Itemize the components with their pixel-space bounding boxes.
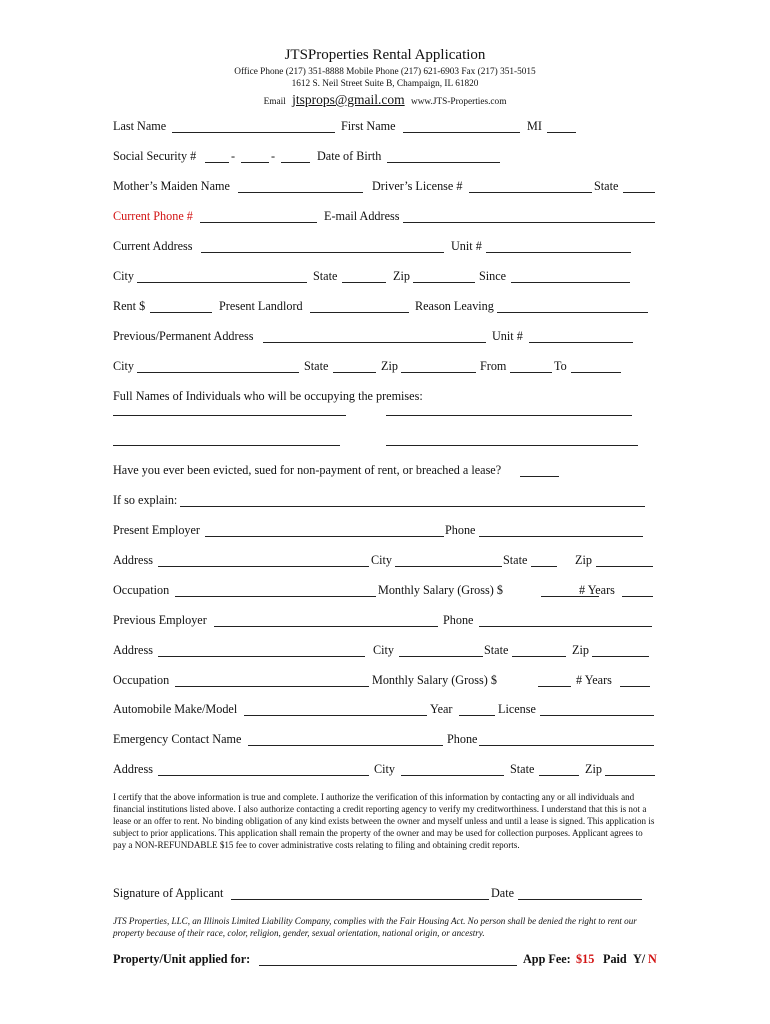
- last-name-field[interactable]: [172, 119, 335, 133]
- present-employer-phone-field[interactable]: [479, 523, 643, 537]
- since-field[interactable]: [511, 269, 630, 283]
- row-signature: [113, 886, 658, 904]
- row-prev-employer-address: [113, 643, 658, 661]
- row-evicted: [113, 463, 658, 481]
- app-fee-amount: $15: [576, 952, 595, 966]
- row-occupation: [113, 583, 658, 601]
- occupation-field[interactable]: [175, 583, 376, 597]
- from-field[interactable]: [510, 359, 552, 373]
- reason-leaving-label: Reason Leaving: [415, 299, 494, 313]
- prev-years-field[interactable]: [620, 673, 650, 687]
- prev-years-label: # Years: [576, 673, 612, 687]
- current-phone-label: Current Phone #: [113, 209, 193, 223]
- state-field[interactable]: [342, 269, 386, 283]
- emergency-city-label: City: [374, 762, 395, 776]
- office-phones: Office Phone (217) 351-8888 Mobile Phone (217) 621-6903 Fax (217) 351-5015: [234, 67, 536, 77]
- automobile-field[interactable]: [244, 702, 427, 716]
- emergency-phone-label: Phone: [447, 732, 478, 746]
- zip-field[interactable]: [413, 269, 475, 283]
- city-label: City: [113, 269, 134, 283]
- emergency-contact-field[interactable]: [248, 732, 443, 746]
- dl-state-label: State: [594, 179, 619, 193]
- mi-field[interactable]: [547, 119, 576, 133]
- present-landlord-label: Present Landlord: [219, 299, 303, 313]
- dob-label: Date of Birth: [317, 149, 382, 163]
- row-previous-address: [113, 329, 658, 347]
- present-employer-phone-label: Phone: [445, 523, 476, 537]
- date-label: Date: [491, 886, 515, 900]
- auto-year-field[interactable]: [459, 702, 495, 716]
- certification-text: I certify that the above information is true and complete. I authorize the verification of this information by contacting any or all individuals and financial institutions listed above. I also authorize contacting a credit reporting agency to verify my creditworthiness. I understand that this is not a lease or an offer to rent. No binding obligation of any kind exists between the owner and myself unless and until a lease is signed. This application is subject to prior applications. This application shall remain the property of the owner and may be used for collection purposes. Applicant agrees to pay a NON-REFUNDABLE $15 fee to cover administrative costs relating to filing and obtaining credit reports.: [113, 792, 655, 850]
- first-name-field[interactable]: [403, 119, 520, 133]
- first-name-label: First Name: [341, 119, 396, 133]
- to-label: To: [554, 359, 567, 373]
- signature-field[interactable]: [231, 886, 489, 900]
- prev-occupation-label: Occupation: [113, 673, 170, 687]
- ssn-dash-1: -: [231, 149, 236, 163]
- ssn-part1-field[interactable]: [205, 149, 229, 163]
- current-address-field[interactable]: [201, 239, 444, 253]
- date-field[interactable]: [518, 886, 642, 900]
- row-ssn: [113, 149, 658, 167]
- previous-employer-phone-label: Phone: [443, 613, 474, 627]
- ssn-label: Social Security #: [113, 149, 197, 163]
- prev-employer-zip-field[interactable]: [592, 643, 649, 657]
- prev-employer-city-label: City: [373, 643, 394, 657]
- unit-field[interactable]: [486, 239, 631, 253]
- row-previous-city: [113, 359, 658, 377]
- ssn-part3-field[interactable]: [281, 149, 310, 163]
- drivers-license-field[interactable]: [469, 179, 592, 193]
- employer-state-label: State: [503, 553, 528, 567]
- reason-leaving-field[interactable]: [497, 299, 648, 313]
- prev-employer-state-field[interactable]: [512, 643, 566, 657]
- prev-employer-address-field[interactable]: [158, 643, 365, 657]
- previous-unit-field[interactable]: [529, 329, 633, 343]
- emergency-phone-field[interactable]: [479, 732, 654, 746]
- prev-employer-zip-label: Zip: [572, 643, 589, 657]
- ssn-dash-2: -: [271, 149, 276, 163]
- row-present-employer: [113, 523, 658, 541]
- prev-employer-address-label: Address: [113, 643, 153, 657]
- email-address-field[interactable]: [403, 209, 655, 223]
- fair-housing-notice: JTS Properties, LLC, an Illinois Limited Liability Company, complies with the Fair Housing Act. No person shall be denied the right to rent our property because of their race, color, religion, gender, sexual orientation, national origin, or ancestry.: [113, 916, 637, 938]
- property-unit-field[interactable]: [259, 952, 517, 966]
- row-rent: [113, 299, 658, 317]
- email-line: [0, 92, 770, 108]
- emergency-address-label: Address: [113, 762, 153, 776]
- years-field[interactable]: [622, 583, 653, 597]
- email-address-label: E-mail Address: [324, 209, 400, 223]
- row-prev-occupation: [113, 673, 658, 691]
- employer-city-field[interactable]: [395, 553, 502, 567]
- previous-address-field[interactable]: [263, 329, 486, 343]
- office-address: 1612 S. Neil Street Suite B, Champaign, IL 61820: [291, 79, 479, 89]
- drivers-license-label: Driver’s License #: [372, 179, 463, 193]
- occupant-2-field[interactable]: [386, 402, 632, 416]
- row-emergency-contact: [113, 732, 658, 750]
- auto-license-label: License: [498, 702, 536, 716]
- employer-zip-field[interactable]: [596, 553, 653, 567]
- app-fee-label: App Fee:: [523, 952, 571, 966]
- auto-year-label: Year: [430, 702, 453, 716]
- previous-zip-label: Zip: [381, 359, 398, 373]
- prev-employer-city-field[interactable]: [399, 643, 483, 657]
- ssn-part2-field[interactable]: [241, 149, 269, 163]
- emergency-address-field[interactable]: [158, 762, 369, 776]
- emergency-state-field[interactable]: [539, 762, 579, 776]
- prev-employer-state-label: State: [484, 643, 509, 657]
- maiden-name-label: Mother’s Maiden Name: [113, 179, 230, 193]
- row-name: [113, 119, 658, 137]
- form-title: JTSProperties Rental Application: [284, 47, 486, 63]
- row-occupants-1: [113, 402, 658, 420]
- occupation-label: Occupation: [113, 583, 170, 597]
- occupants-label: Full Names of Individuals who will be occupying the premises:: [113, 389, 423, 403]
- paid-no-option[interactable]: N: [648, 952, 657, 966]
- emergency-state-label: State: [510, 762, 535, 776]
- occupant-4-field[interactable]: [386, 432, 638, 446]
- paid-yes-option[interactable]: Y/: [633, 952, 646, 966]
- row-employer-address: [113, 553, 658, 571]
- evicted-question: Have you ever been evicted, sued for non-payment of rent, or breached a lease?: [113, 463, 502, 477]
- row-maiden: [113, 179, 658, 197]
- dl-state-field[interactable]: [623, 179, 655, 193]
- explain-field[interactable]: [180, 493, 645, 507]
- previous-city-label: City: [113, 359, 134, 373]
- previous-city-field[interactable]: [137, 359, 299, 373]
- previous-employer-phone-field[interactable]: [479, 613, 652, 627]
- city-field[interactable]: [137, 269, 307, 283]
- previous-unit-label: Unit #: [492, 329, 523, 343]
- emergency-zip-label: Zip: [585, 762, 602, 776]
- row-current-address: [113, 239, 658, 257]
- row-current-city: [113, 269, 658, 287]
- row-occupants-2: [113, 432, 658, 450]
- occupant-1-field[interactable]: [113, 402, 346, 416]
- present-landlord-field[interactable]: [310, 299, 409, 313]
- emergency-contact-label: Emergency Contact Name: [113, 732, 242, 746]
- row-emergency-address: [113, 762, 658, 780]
- since-label: Since: [479, 269, 507, 283]
- prev-monthly-salary-field[interactable]: [538, 673, 571, 687]
- row-explain: [113, 493, 658, 511]
- previous-address-label: Previous/Permanent Address: [113, 329, 254, 343]
- email-link[interactable]: jtsprops@gmail.com: [292, 92, 405, 107]
- previous-state-field[interactable]: [333, 359, 376, 373]
- previous-state-label: State: [304, 359, 329, 373]
- present-employer-label: Present Employer: [113, 523, 200, 537]
- previous-employer-field[interactable]: [214, 613, 438, 627]
- row-phone-email: [113, 209, 658, 227]
- maiden-name-field[interactable]: [238, 179, 363, 193]
- row-property-fee: [113, 952, 658, 970]
- evicted-answer-field[interactable]: [520, 463, 559, 477]
- from-label: From: [480, 359, 507, 373]
- unit-label: Unit #: [451, 239, 482, 253]
- monthly-salary-label: Monthly Salary (Gross) $: [378, 583, 503, 597]
- employer-city-label: City: [371, 553, 392, 567]
- to-field[interactable]: [571, 359, 621, 373]
- current-phone-field[interactable]: [200, 209, 317, 223]
- paid-label: Paid: [603, 952, 627, 966]
- prev-monthly-salary-label: Monthly Salary (Gross) $: [372, 673, 497, 687]
- rent-field[interactable]: [150, 299, 212, 313]
- emergency-zip-field[interactable]: [605, 762, 655, 776]
- rent-label: Rent $: [113, 299, 146, 313]
- state-label: State: [313, 269, 338, 283]
- emergency-city-field[interactable]: [401, 762, 504, 776]
- website-text: www.JTS-Properties.com: [410, 97, 507, 107]
- automobile-label: Automobile Make/Model: [113, 702, 238, 716]
- prev-occupation-field[interactable]: [175, 673, 369, 687]
- zip-label: Zip: [393, 269, 410, 283]
- row-automobile: [113, 702, 658, 720]
- dob-field[interactable]: [387, 149, 500, 163]
- employer-address-field[interactable]: [158, 553, 369, 567]
- explain-label: If so explain:: [113, 493, 178, 507]
- employer-zip-label: Zip: [575, 553, 592, 567]
- employer-state-field[interactable]: [531, 553, 557, 567]
- present-employer-field[interactable]: [205, 523, 444, 537]
- occupant-3-field[interactable]: [113, 432, 340, 446]
- current-address-label: Current Address: [113, 239, 193, 253]
- auto-license-field[interactable]: [540, 702, 654, 716]
- mi-label: MI: [527, 119, 542, 133]
- email-label: Email: [263, 97, 286, 107]
- row-previous-employer: [113, 613, 658, 631]
- last-name-label: Last Name: [113, 119, 167, 133]
- employer-address-label: Address: [113, 553, 153, 567]
- signature-label: Signature of Applicant: [113, 886, 224, 900]
- previous-zip-field[interactable]: [401, 359, 476, 373]
- previous-employer-label: Previous Employer: [113, 613, 207, 627]
- years-label: # Years: [579, 583, 615, 597]
- property-unit-label: Property/Unit applied for:: [113, 952, 251, 966]
